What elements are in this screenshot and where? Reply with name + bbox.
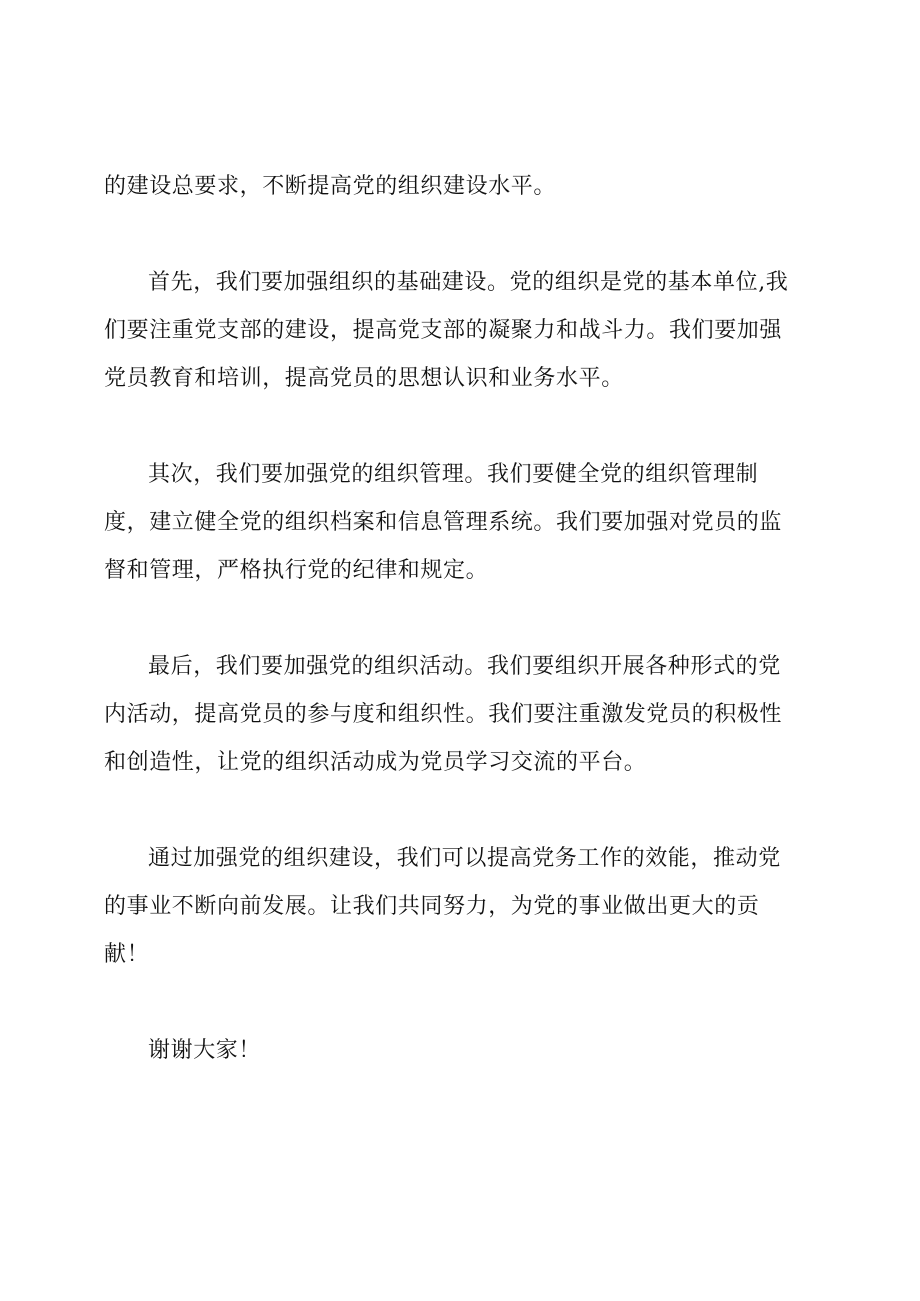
paragraph-first-line-1: 首先，我们要加强组织的基础建设。党的组织是党的基本单位,我 bbox=[148, 270, 789, 295]
paragraph-conclusion-line-2: 的事业不断向前发展。让我们共同努力，为党的事业做出更大的贡 bbox=[104, 894, 760, 919]
paragraph-conclusion-line-1: 通过加强党的组织建设，我们可以提高党务工作的效能，推动党 bbox=[148, 846, 781, 871]
paragraph-third-line-1: 最后，我们要加强党的组织活动。我们要组织开展各种形式的党 bbox=[148, 654, 781, 679]
paragraph-conclusion-line-3: 献！ bbox=[104, 942, 150, 967]
closing-thanks: 谢谢大家！ bbox=[148, 1038, 262, 1063]
paragraph-third-line-3: 和创造性，让党的组织活动成为党员学习交流的平台。 bbox=[104, 750, 647, 775]
paragraph-first-line-2: 们要注重党支部的建设，提高党支部的凝聚力和战斗力。我们要加强 bbox=[104, 318, 783, 343]
paragraph-second-line-3: 督和管理，严格执行党的纪律和规定。 bbox=[104, 558, 489, 583]
paragraph-first-line-3: 党员教育和培训，提高党员的思想认识和业务水平。 bbox=[104, 366, 624, 391]
paragraph-second-line-1: 其次，我们要加强党的组织管理。我们要健全党的组织管理制 bbox=[148, 462, 759, 487]
paragraph-intro-line-1: 的建设总要求，不断提高党的组织建设水平。 bbox=[104, 174, 557, 199]
paragraph-second-line-2: 度，建立健全党的组织档案和信息管理系统。我们要加强对党员的监 bbox=[104, 510, 783, 535]
paragraph-third-line-2: 内活动，提高党员的参与度和组织性。我们要注重激发党员的积极性 bbox=[104, 702, 783, 727]
